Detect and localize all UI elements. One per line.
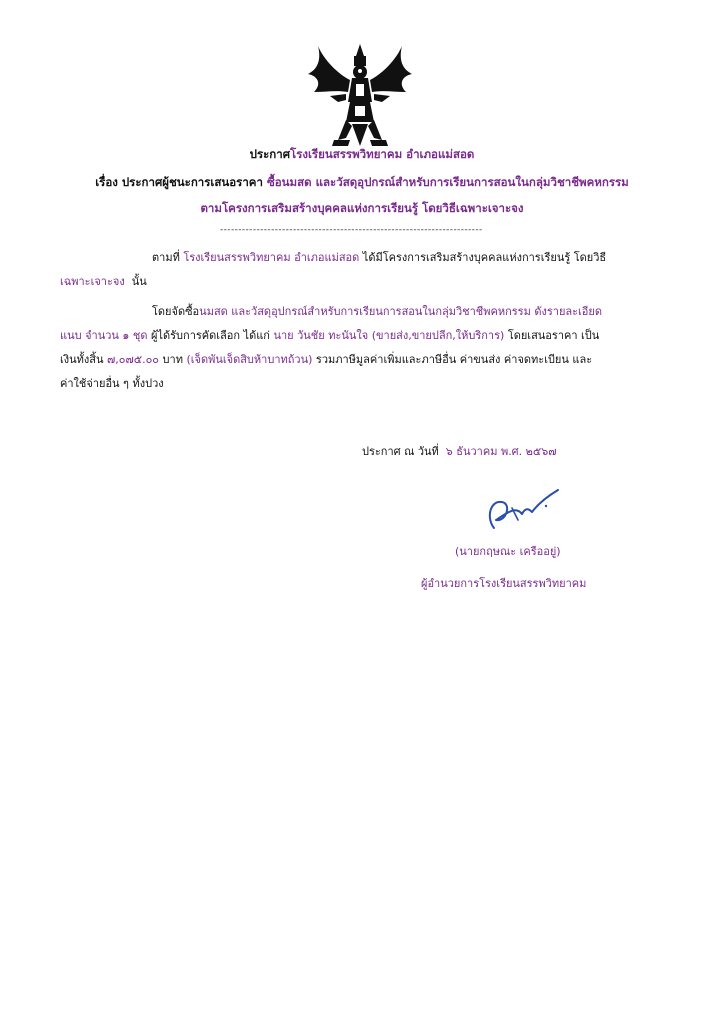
announce-date: ๖ ธันวาคม พ.ศ. ๒๕๖๗ <box>445 445 557 458</box>
p2-currency: บาท <box>162 353 183 366</box>
paragraph-2 <box>60 300 660 396</box>
p1-method: เฉพาะเจาะจง <box>60 275 125 288</box>
p2-text-5: รวมภาษีมูลค่าเพิ่มและภาษีอื่น ค่าขนส่ง ค่าจดทะเบียน และ <box>315 353 593 366</box>
p1-text-1: ตามที่ <box>152 251 180 264</box>
subject-item: ซื้อนมสด และวัสดุอุปกรณ์สำหรับการเรียนการสอนในกลุ่มวิชาชีพคหกรรม <box>266 175 629 189</box>
p2-text-1: โดยจัดซื้อ <box>152 305 200 318</box>
p2-text-4: เงินทั้งสิ้น <box>60 353 104 366</box>
separator-line: ------------------------------------------------------------------------ <box>220 225 483 235</box>
p1-text-3: นั้น <box>131 275 147 288</box>
signatory-position: ผู้อำนวยการโรงเรียนสรรพวิทยาคม <box>421 577 587 590</box>
p2-amount: ๗,๐๗๕.๐๐ <box>107 353 160 366</box>
p1-school: โรงเรียนสรรพวิทยาคม อำเภอแม่สอด <box>183 251 360 264</box>
subject-label: เรื่อง ประกาศผู้ชนะการเสนอราคา <box>95 175 263 189</box>
title-prefix: ประกาศ <box>249 147 291 161</box>
subject-line-2: ตามโครงการเสริมสร้างบุคคลแห่งการเรียนรู้ โดยวิธีเฉพาะเจาะจง <box>200 201 524 215</box>
p2-vendor: นาย วันชัย ทะนันใจ (ขายส่ง,ขายปลีก,ให้บริการ) <box>273 329 505 342</box>
paragraph-1 <box>60 246 660 294</box>
announce-label: ประกาศ ณ วันที่ <box>362 445 439 458</box>
garuda-emblem <box>300 40 420 150</box>
p2-amount-words: (เจ็ดพันเจ็ดสิบห้าบาทถ้วน) <box>186 353 313 366</box>
p1-text-2: ได้มีโครงการเสริมสร้างบุคคลแห่งการเรียนรู้ โดยวิธี <box>362 251 607 264</box>
school-name: โรงเรียนสรรพวิทยาคม อำเภอแม่สอด <box>290 147 475 161</box>
p2-text-6: ค่าใช้จ่ายอื่น ๆ ทั้งปวง <box>60 377 164 390</box>
p2-text-2: ผู้ได้รับการคัดเลือก ได้แก่ <box>151 329 270 342</box>
handwritten-signature <box>472 486 562 534</box>
p2-text-3: โดยเสนอราคา เป็น <box>507 329 600 342</box>
announce-date-line <box>362 442 557 460</box>
p2-quantity: แนบ จำนวน ๑ ชุด <box>60 329 148 342</box>
p2-items: นมสด และวัสดุอุปกรณ์สำหรับการเรียนการสอนในกลุ่มวิชาชีพคหกรรม ดังรายละเอียด <box>199 305 602 318</box>
signatory-name: (นายกฤษณะ เครืออยู่) <box>455 545 561 558</box>
announcement-title <box>0 146 724 164</box>
subject-line <box>0 174 724 192</box>
